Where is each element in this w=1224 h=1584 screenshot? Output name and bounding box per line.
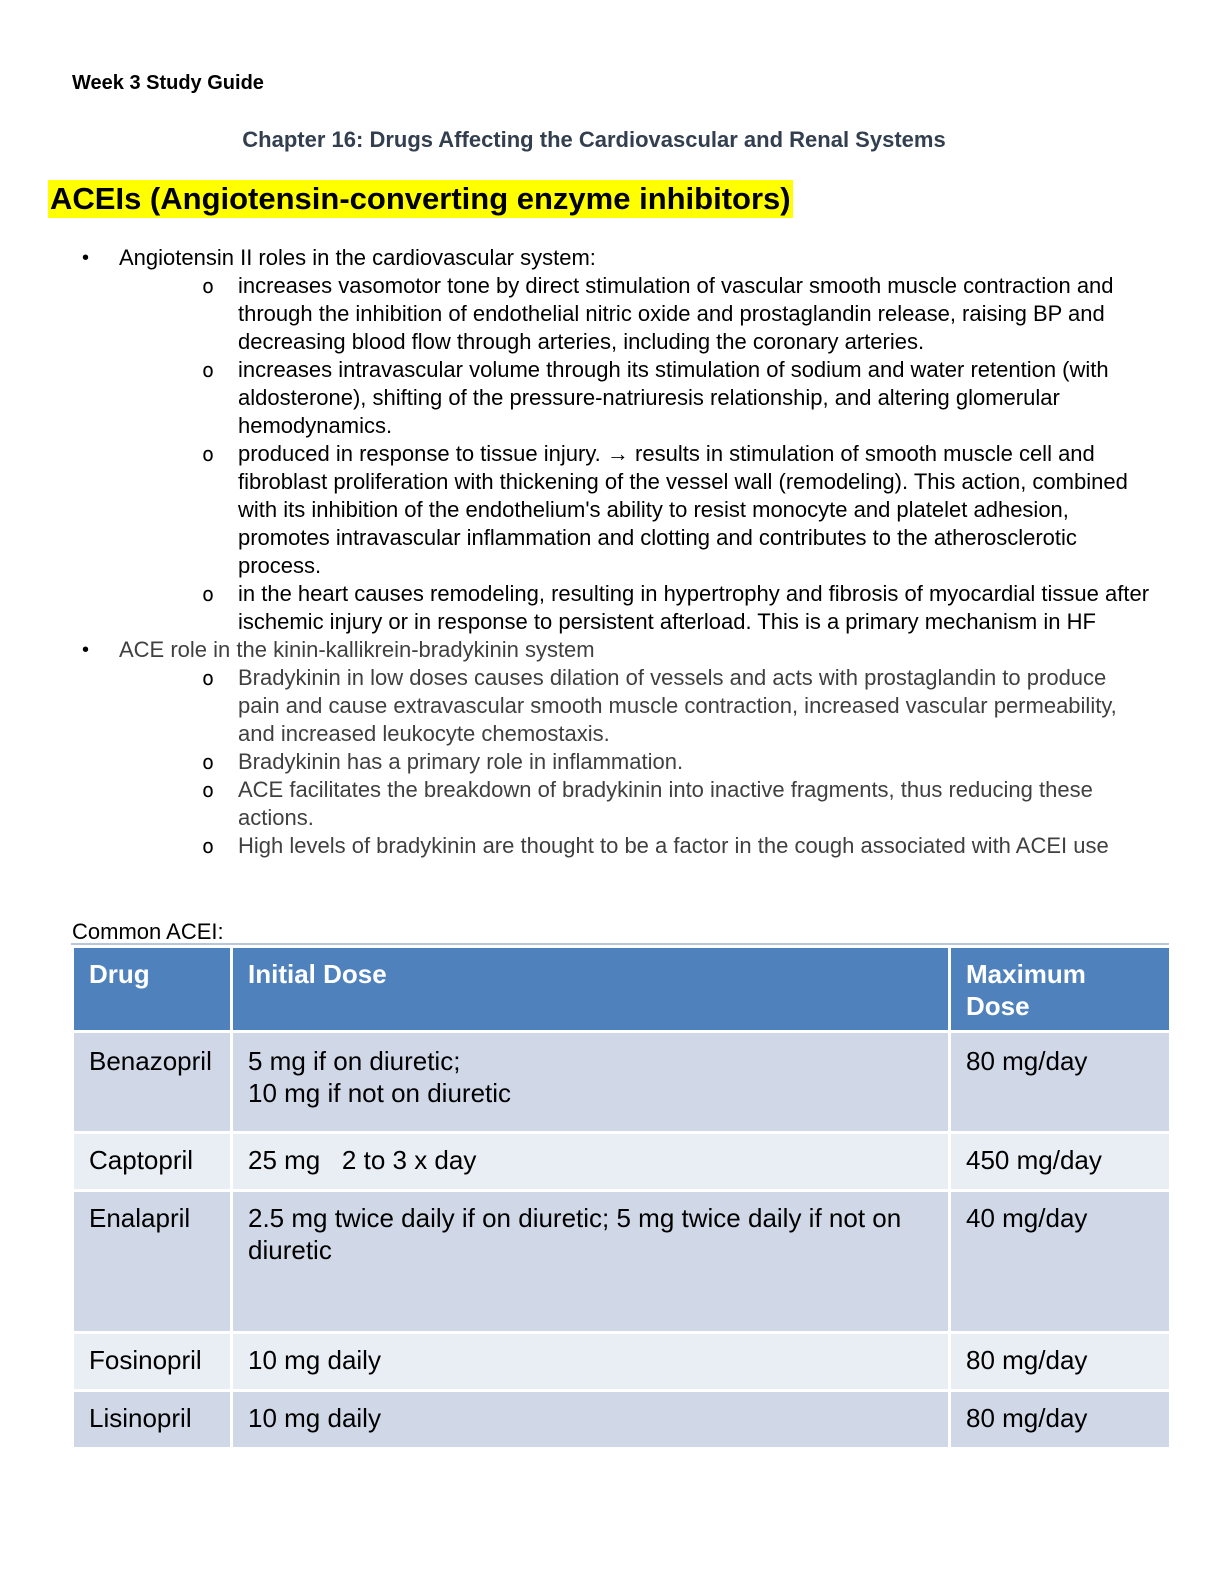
- sub-bullet-text: increases intravascular volume through its stimulation of sodium and water retention (with aldosterone), shifting of the pressure-natriuresis relationship, and altering glomerular hemodynamics.: [238, 357, 1109, 438]
- sub-bullet-item: [191, 272, 1152, 356]
- table-caption: Common ACEI:: [72, 919, 224, 944]
- header-drug: Drug: [73, 947, 232, 1032]
- sub-bullet-text: Bradykinin has a primary role in inflammation.: [238, 749, 684, 774]
- bullet-text: ACE role in the kinin-kallikrein-bradykinin system: [119, 637, 595, 662]
- sub-bullet-item: [191, 356, 1152, 440]
- sub-bullet-text: in the heart causes remodeling, resulting in hypertrophy and fibrosis of myocardial tissue after ischemic injury or in response to persistent afterload. This is a primary mechanism in HF: [238, 581, 1150, 634]
- circle-bullet-icon: o: [202, 358, 215, 382]
- bullet-content: [72, 244, 1152, 860]
- table-row: [73, 1133, 1171, 1191]
- circle-bullet-icon: o: [202, 274, 215, 298]
- sub-bullet-text: increases vasomotor tone by direct stimulation of vascular smooth muscle contraction and through the inhibition of endothelial nitric oxide and prostaglandin release, raising BP and decreasing blood flow through arteries, including the coronary arteries.: [238, 273, 1114, 354]
- bullet-list: [72, 244, 1152, 860]
- bullet-dot-icon: •: [82, 247, 90, 269]
- sub-bullet-item: [191, 440, 1152, 580]
- cell-maximum-dose: 80 mg/day: [950, 1032, 1171, 1133]
- header-maximum-dose: Maximum Dose: [950, 947, 1171, 1032]
- sub-bullet-text: ACE facilitates the breakdown of bradykinin into inactive fragments, thus reducing these actions.: [238, 777, 1093, 830]
- page-label: Week 3 Study Guide: [72, 72, 264, 94]
- table-header-row: [73, 947, 1171, 1032]
- cell-drug: Lisinopril: [73, 1391, 232, 1449]
- bullet-dot-icon: •: [82, 639, 90, 661]
- circle-bullet-icon: o: [202, 778, 215, 802]
- cell-drug: Captopril: [73, 1133, 232, 1191]
- circle-bullet-icon: o: [202, 834, 215, 858]
- sub-bullet-text: produced in response to tissue injury. → results in stimulation of smooth muscle cell and fibroblast proliferation with thickening of the vessel wall (remodeling). This action, combined with its inhibition of the endothelium's ability to resist monocyte and platelet adhesion, promotes intravascular inflammation and clotting and contributes to the atherosclerotic process.: [238, 441, 1128, 578]
- bullet-item: [72, 636, 1152, 860]
- circle-bullet-icon: o: [202, 750, 215, 774]
- table-row: [73, 1191, 1171, 1333]
- sub-bullet-item: [191, 664, 1152, 748]
- cell-maximum-dose: 450 mg/day: [950, 1133, 1171, 1191]
- sub-bullet-item: [191, 776, 1152, 832]
- cell-maximum-dose: 80 mg/day: [950, 1333, 1171, 1391]
- cell-maximum-dose: 80 mg/day: [950, 1391, 1171, 1449]
- sub-bullet-item: [191, 580, 1152, 636]
- table-row: [73, 1391, 1171, 1449]
- section-heading: ACEIs (Angiotensin-converting enzyme inhibitors): [50, 181, 791, 216]
- cell-drug: Benazopril: [73, 1032, 232, 1133]
- sub-bullet-item: [191, 748, 1152, 776]
- sub-bullet-text: Bradykinin in low doses causes dilation of vessels and acts with prostaglandin to produce pain and cause extravascular smooth muscle contraction, increased vascular permeability, and increased leukocyte chemostaxis.: [238, 665, 1117, 746]
- circle-bullet-icon: o: [202, 442, 215, 466]
- circle-bullet-icon: o: [202, 666, 215, 690]
- acei-table: [71, 945, 1172, 1450]
- circle-bullet-icon: o: [202, 582, 215, 606]
- table-row: [73, 1032, 1171, 1133]
- cell-initial-dose: 25 mg 2 to 3 x day: [232, 1133, 950, 1191]
- cell-initial-dose: [232, 1032, 950, 1133]
- sub-bullet-list: [119, 664, 1152, 860]
- bullet-item: [72, 244, 1152, 636]
- initial-dose-line: 5 mg if on diuretic;: [248, 1046, 461, 1076]
- chapter-title: Chapter 16: Drugs Affecting the Cardiovascular and Renal Systems: [242, 127, 946, 152]
- bullet-text: Angiotensin II roles in the cardiovascular system:: [119, 245, 596, 270]
- sub-bullet-list: [119, 272, 1152, 636]
- acei-table-wrapper: [71, 943, 1169, 1450]
- cell-initial-dose: 10 mg daily: [232, 1391, 950, 1449]
- cell-drug: Enalapril: [73, 1191, 232, 1333]
- initial-dose-line: 10 mg if not on diuretic: [248, 1078, 512, 1108]
- cell-maximum-dose: 40 mg/day: [950, 1191, 1171, 1333]
- sub-bullet-item: [191, 832, 1152, 860]
- header-initial-dose: Initial Dose: [232, 947, 950, 1032]
- cell-initial-dose: 2.5 mg twice daily if on diuretic; 5 mg twice daily if not on diuretic: [232, 1191, 950, 1333]
- cell-initial-dose: 10 mg daily: [232, 1333, 950, 1391]
- sub-bullet-text: High levels of bradykinin are thought to be a factor in the cough associated with ACEI use: [238, 833, 1109, 858]
- cell-drug: Fosinopril: [73, 1333, 232, 1391]
- table-row: [73, 1333, 1171, 1391]
